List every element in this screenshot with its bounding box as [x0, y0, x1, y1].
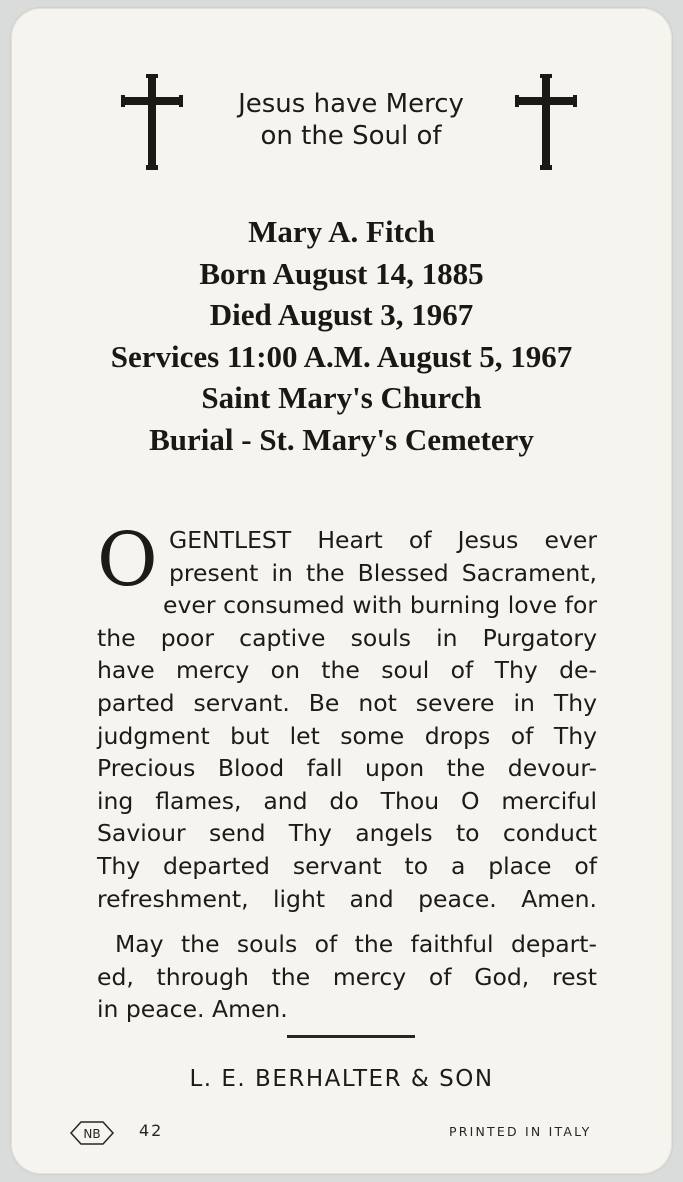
death-date: Died August 3, 1967	[209, 297, 474, 332]
prayer-line: Thy departed servant to a place of	[97, 851, 597, 880]
burial-location: Burial - St. Mary's Cemetery	[149, 421, 534, 457]
divider-rule	[287, 1035, 415, 1038]
prayer-line: refreshment, light and peace. Amen.	[97, 884, 597, 913]
church-name: Saint Mary's Church	[201, 380, 482, 415]
birth-date: Born August 14, 1885	[199, 255, 484, 291]
prayer-line: the poor captive souls in Purgatory	[97, 623, 597, 652]
prayer-line: parted servant. Be not severe in Thy	[97, 688, 597, 717]
blessing-line: in peace. Amen.	[97, 995, 288, 1024]
header-invocation	[191, 88, 511, 152]
prayer-line: have mercy on the soul of Thy de-	[97, 656, 597, 685]
cross-icon-right	[515, 72, 577, 172]
cross-icon-left	[121, 72, 183, 172]
prayer-dropcap: O	[97, 517, 158, 603]
card-number: 42	[139, 1121, 164, 1140]
services-time: Services 11:00 A.M. August 5, 1967	[110, 338, 573, 374]
memorial-card	[11, 8, 672, 1174]
prayer-line: present in the Blessed Sacrament,	[169, 558, 597, 587]
prayer-line: ever consumed with burning love for	[163, 591, 597, 620]
blessing-line: May the souls of the faithful depart-	[115, 930, 597, 958]
prayer-line: judgment but let some drops of Thy	[97, 721, 597, 750]
nb-logo-icon	[69, 1120, 115, 1146]
prayer-line: Precious Blood fall upon the devour-	[97, 754, 597, 783]
blessing-line: ed, through the mercy of God, rest	[97, 962, 597, 991]
header-line-1: Jesus have Mercy	[238, 89, 464, 119]
deceased-name: Mary A. Fitch	[248, 214, 435, 249]
prayer-text	[97, 517, 597, 915]
deceased-details	[11, 211, 672, 460]
header-line-2: on the Soul of	[260, 121, 442, 151]
blessing-text	[97, 928, 597, 1026]
prayer-line: GENTLEST Heart of Jesus ever	[169, 526, 597, 554]
printed-in-italy: PRINTED IN ITALY	[449, 1124, 592, 1139]
prayer-line: Saviour send Thy angels to conduct	[97, 819, 597, 848]
prayer-line: ing flames, and do Thou O merciful	[97, 786, 597, 815]
printer-name: L. E. BERHALTER & SON	[189, 1066, 494, 1092]
nb-logo-text: NB	[83, 1127, 101, 1141]
